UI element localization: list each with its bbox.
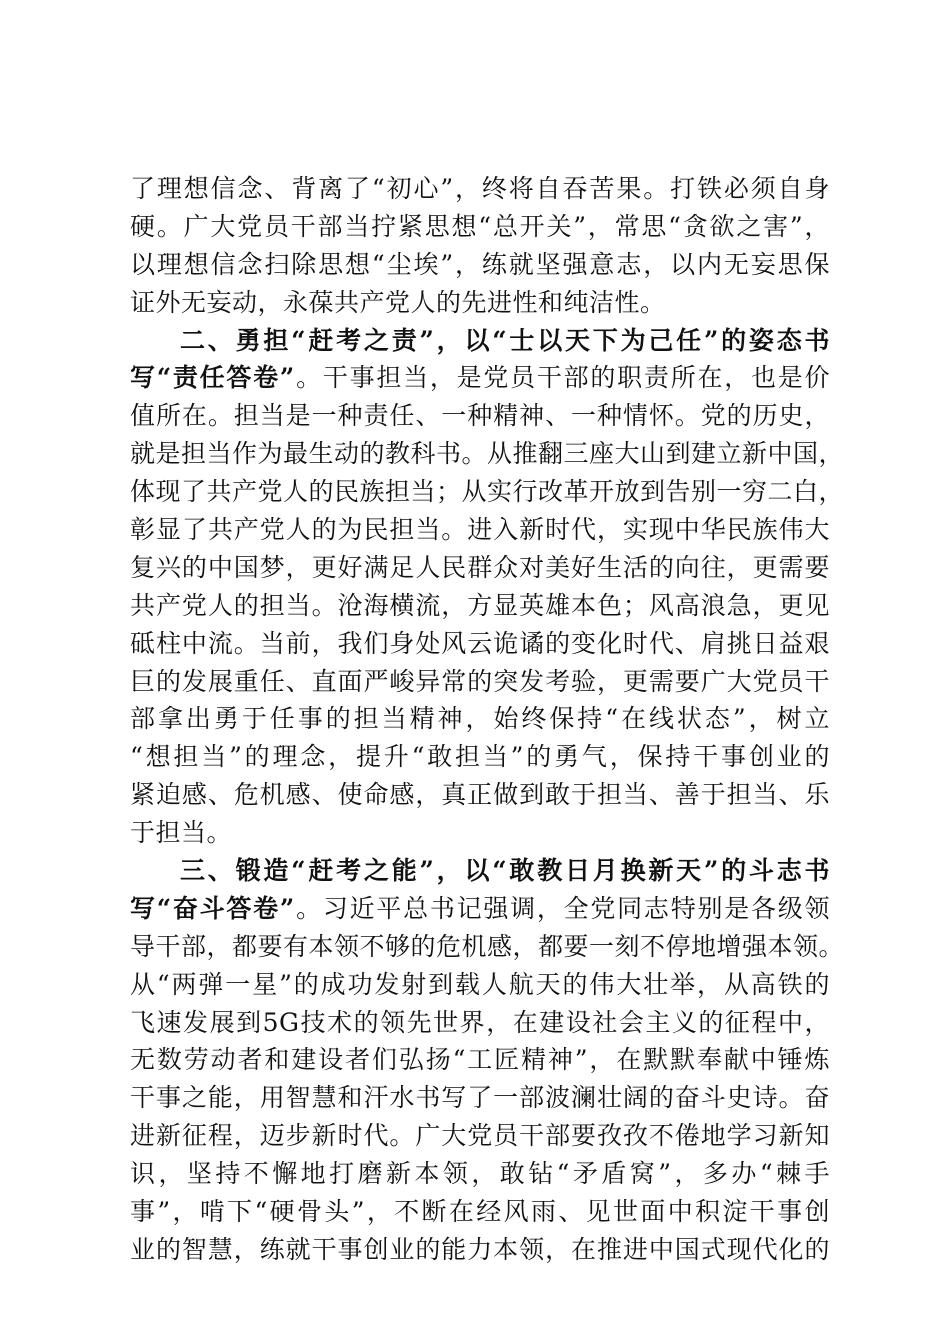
text-line: 导干部，都要有本领不够的危机感，都要一刻不停地增强本领。 [130,931,845,961]
text-line: 证外无妄动，永葆共产党人的先进性和纯洁性。 [130,287,666,317]
text-line: 进新征程，迈步新时代。广大党员干部要孜孜不倦地学习新知 [130,1121,830,1151]
text-line: 共产党人的担当。沧海横流，方显英雄本色；风高浪急，更见 [130,590,830,620]
text-line: 识，坚持不懈地打磨新本领，敢钻“矛盾窝”，多办“棘手 [130,1159,830,1189]
text-line: 体现了共产党人的民族担当；从实行改革开放到告别一穷二白， [130,477,845,507]
text-line: 就是担当作为最生动的教科书。从推翻三座大山到建立新中国， [130,439,845,469]
text-line: 飞速发展到5G技术的领先世界，在建设社会主义的征程中， [130,1007,830,1037]
section-heading-3: 三、锻造“赶考之能”，以“敢教日月换新天”的斗志书 [180,856,830,886]
text-line: 无数劳动者和建设者们弘扬“工匠精神”，在默默奉献中锤炼 [130,1045,830,1075]
text-line: 硬。广大党员干部当拧紧思想“总开关”，常思“贪欲之害”， [130,211,830,241]
text-line: 紧迫感、危机感、使命感，真正做到敢于担当、善于担当、乐 [130,780,830,810]
text-fragment: 。习近平总书记强调，全党同志特别是各级领 [294,893,830,923]
text-line: 从“两弹一星”的成功发射到载人航天的伟大壮举，从高铁的 [130,969,830,999]
paragraph-3 [130,852,845,1269]
text-line: 了理想信念、背离了“初心”，终将自吞苦果。打铁必须自身 [130,174,830,203]
text-line: 砥柱中流。当前，我们身处风云诡谲的变化时代、肩挑日益艰 [130,628,830,658]
text-fragment: 。干事担当，是党员干部的职责所在，也是价 [294,363,830,393]
text-line: 复兴的中国梦，更好满足人民群众对美好生活的向往，更需要 [130,552,830,582]
paragraph-2 [130,322,845,852]
text-line: 于担当。 [130,818,233,848]
text-line [130,359,830,397]
paragraph-1 [130,170,830,322]
text-line: 值所在。担当是一种责任、一种精神、一种情怀。党的历史， [130,401,830,431]
section-heading-3-cont: 写“奋斗答卷” [130,893,295,923]
text-line: 业的智慧，练就干事创业的能力本领，在推进中国式现代化的 [130,1234,830,1264]
section-heading-2: 二、勇担“赶考之责”，以“士以天下为己任”的姿态书 [180,325,830,355]
text-line: 巨的发展重任、直面严峻异常的突发考验，更需要广大党员干 [130,666,830,696]
text-line: 彰显了共产党人的为民担当。进入新时代，实现中华民族伟大 [130,515,830,545]
text-line: 以理想信念扫除思想“尘埃”，练就坚强意志，以内无妄思保 [130,249,830,279]
section-heading-2-cont: 写“责任答卷” [130,363,295,393]
text-line [130,890,830,928]
text-line: 部拿出勇于任事的担当精神，始终保持“在线状态”，树立 [130,704,830,734]
text-line: 干事之能，用智慧和汗水书写了一部波澜壮阔的奋斗史诗。奋 [130,1083,830,1113]
text-line: 事”，啃下“硬骨头”，不断在经风雨、见世面中积淀干事创 [130,1197,830,1227]
text-line: “想担当”的理念，提升“敢担当”的勇气，保持干事创业的 [130,742,830,772]
